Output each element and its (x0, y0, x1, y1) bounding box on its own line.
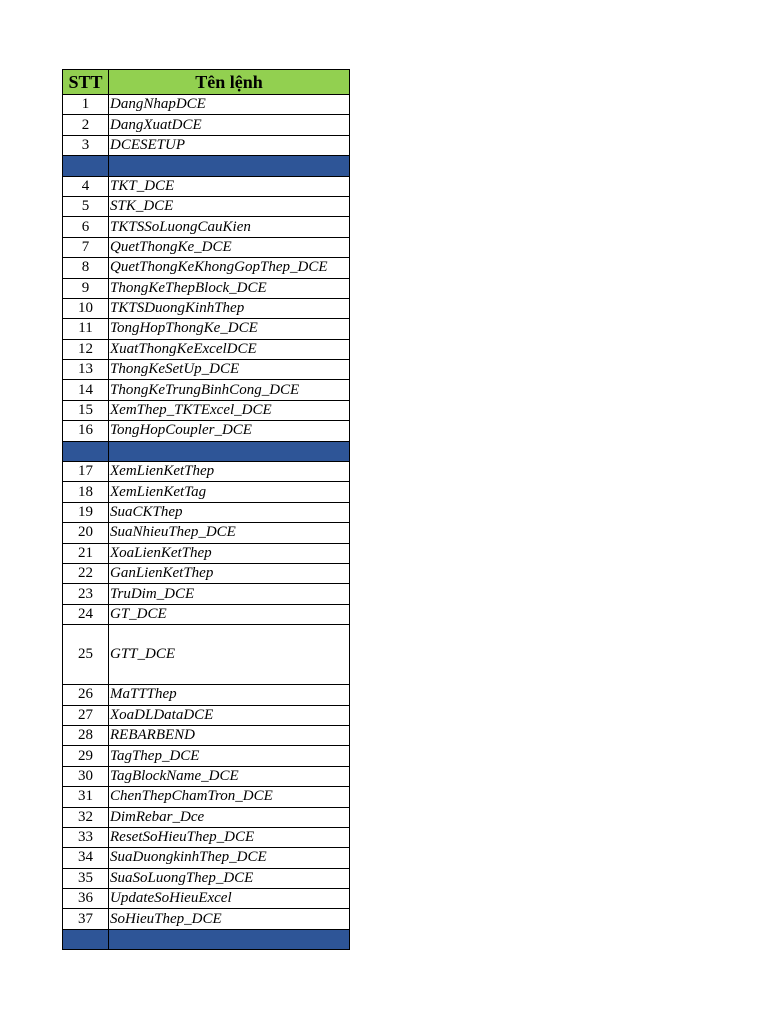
command-name-cell: XemThep_TKTExcel_DCE (109, 400, 350, 420)
table-body (63, 95, 350, 950)
command-name-cell: TongHopCoupler_DCE (109, 421, 350, 441)
command-name-cell: GTT_DCE (109, 625, 350, 685)
stt-cell: 29 (63, 746, 109, 766)
separator-cell (63, 929, 109, 949)
table-row (63, 400, 350, 420)
table-row (63, 685, 350, 705)
table-row (63, 625, 350, 685)
table-row (63, 725, 350, 745)
table-row (63, 827, 350, 847)
stt-cell: 34 (63, 848, 109, 868)
stt-cell: 22 (63, 563, 109, 583)
table-row (63, 360, 350, 380)
stt-cell: 33 (63, 827, 109, 847)
command-name-cell: ChenThepChamTron_DCE (109, 787, 350, 807)
stt-cell: 11 (63, 319, 109, 339)
command-name-cell: UpdateSoHieuExcel (109, 889, 350, 909)
stt-cell: 9 (63, 278, 109, 298)
command-name-cell: DCESETUP (109, 135, 350, 155)
table-row (63, 176, 350, 196)
stt-cell: 5 (63, 196, 109, 216)
separator-cell (109, 441, 350, 461)
command-name-cell: XoaLienKetThep (109, 543, 350, 563)
command-name-cell: XuatThongKeExcelDCE (109, 339, 350, 359)
command-name-cell: SoHieuThep_DCE (109, 909, 350, 929)
stt-cell: 30 (63, 766, 109, 786)
table-row (63, 807, 350, 827)
table-row (63, 889, 350, 909)
command-name-cell: ResetSoHieuThep_DCE (109, 827, 350, 847)
table-row (63, 482, 350, 502)
command-name-cell: GanLienKetThep (109, 563, 350, 583)
stt-cell: 19 (63, 502, 109, 522)
table-row (63, 115, 350, 135)
command-name-cell: ThongKeSetUp_DCE (109, 360, 350, 380)
table-row (63, 339, 350, 359)
stt-cell: 16 (63, 421, 109, 441)
command-name-cell: SuaNhieuThep_DCE (109, 523, 350, 543)
section-separator-row (63, 441, 350, 461)
table-row (63, 746, 350, 766)
command-name-cell: TKTSDuongKinhThep (109, 298, 350, 318)
stt-cell: 32 (63, 807, 109, 827)
table-row (63, 543, 350, 563)
command-name-cell: TagThep_DCE (109, 746, 350, 766)
table-row (63, 705, 350, 725)
stt-cell: 23 (63, 584, 109, 604)
table-row (63, 217, 350, 237)
command-name-cell: XoaDLDataDCE (109, 705, 350, 725)
stt-cell: 2 (63, 115, 109, 135)
stt-cell: 3 (63, 135, 109, 155)
separator-cell (109, 929, 350, 949)
stt-cell: 24 (63, 604, 109, 624)
command-name-cell: XemLienKetThep (109, 462, 350, 482)
stt-cell: 37 (63, 909, 109, 929)
stt-cell: 18 (63, 482, 109, 502)
stt-cell: 1 (63, 95, 109, 115)
command-name-cell: SuaSoLuongThep_DCE (109, 868, 350, 888)
command-name-cell: DimRebar_Dce (109, 807, 350, 827)
table-row (63, 604, 350, 624)
table-row (63, 380, 350, 400)
table-row (63, 563, 350, 583)
table-row (63, 584, 350, 604)
stt-cell: 15 (63, 400, 109, 420)
stt-cell: 35 (63, 868, 109, 888)
command-table (62, 69, 350, 950)
header-stt: STT (63, 70, 109, 95)
table-row (63, 237, 350, 257)
stt-cell: 8 (63, 258, 109, 278)
command-name-cell: TagBlockName_DCE (109, 766, 350, 786)
stt-cell: 13 (63, 360, 109, 380)
stt-cell: 21 (63, 543, 109, 563)
stt-cell: 26 (63, 685, 109, 705)
command-name-cell: TKTSSoLuongCauKien (109, 217, 350, 237)
stt-cell: 25 (63, 625, 109, 685)
command-name-cell: QuetThongKe_DCE (109, 237, 350, 257)
separator-cell (63, 441, 109, 461)
table-row (63, 909, 350, 929)
command-name-cell: SuaDuongkinhThep_DCE (109, 848, 350, 868)
table-row (63, 848, 350, 868)
section-separator-row (63, 156, 350, 176)
stt-cell: 31 (63, 787, 109, 807)
stt-cell: 6 (63, 217, 109, 237)
table-row (63, 319, 350, 339)
command-name-cell: MaTTThep (109, 685, 350, 705)
section-separator-row (63, 929, 350, 949)
separator-cell (109, 156, 350, 176)
table-row (63, 421, 350, 441)
stt-cell: 14 (63, 380, 109, 400)
table-row (63, 462, 350, 482)
stt-cell: 12 (63, 339, 109, 359)
table-row (63, 787, 350, 807)
stt-cell: 28 (63, 725, 109, 745)
command-name-cell: QuetThongKeKhongGopThep_DCE (109, 258, 350, 278)
table-row (63, 135, 350, 155)
command-name-cell: TongHopThongKe_DCE (109, 319, 350, 339)
command-name-cell: GT_DCE (109, 604, 350, 624)
command-name-cell: ThongKeThepBlock_DCE (109, 278, 350, 298)
command-name-cell: REBARBEND (109, 725, 350, 745)
table-header-row (63, 70, 350, 95)
table-row (63, 868, 350, 888)
stt-cell: 10 (63, 298, 109, 318)
header-command-name: Tên lệnh (109, 70, 350, 95)
table-row (63, 258, 350, 278)
stt-cell: 27 (63, 705, 109, 725)
stt-cell: 4 (63, 176, 109, 196)
table-row (63, 196, 350, 216)
command-name-cell: XemLienKetTag (109, 482, 350, 502)
table-row (63, 95, 350, 115)
command-name-cell: DangNhapDCE (109, 95, 350, 115)
stt-cell: 36 (63, 889, 109, 909)
table-row (63, 298, 350, 318)
table-row (63, 278, 350, 298)
command-name-cell: STK_DCE (109, 196, 350, 216)
command-name-cell: SuaCKThep (109, 502, 350, 522)
stt-cell: 17 (63, 462, 109, 482)
table-row (63, 502, 350, 522)
separator-cell (63, 156, 109, 176)
table-row (63, 766, 350, 786)
table-row (63, 523, 350, 543)
command-name-cell: TKT_DCE (109, 176, 350, 196)
command-name-cell: ThongKeTrungBinhCong_DCE (109, 380, 350, 400)
stt-cell: 20 (63, 523, 109, 543)
stt-cell: 7 (63, 237, 109, 257)
command-name-cell: TruDim_DCE (109, 584, 350, 604)
command-name-cell: DangXuatDCE (109, 115, 350, 135)
